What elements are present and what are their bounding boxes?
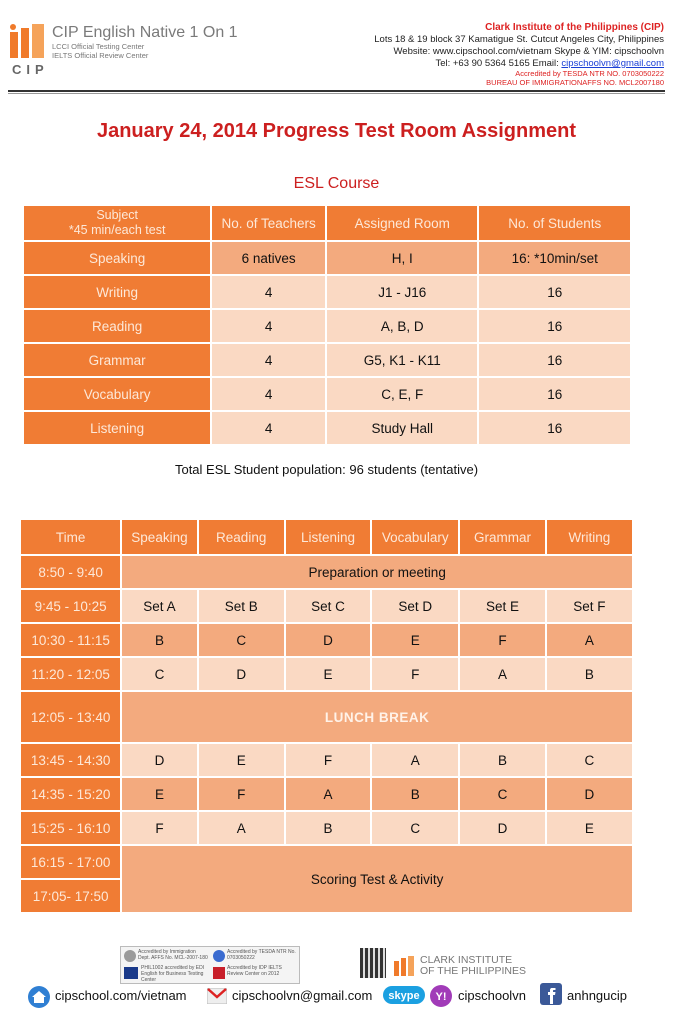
email-link[interactable]: cipschoolvn@gmail.com bbox=[561, 58, 664, 69]
time-cell: 17:05- 17:50 bbox=[21, 880, 120, 912]
room-cell: A, B, D bbox=[327, 310, 477, 342]
room-cell: C, E, F bbox=[327, 378, 477, 410]
set-cell: Set A bbox=[122, 590, 196, 622]
clark-logo-icon bbox=[394, 956, 414, 976]
set-cell: E bbox=[286, 658, 370, 690]
bureau-line: BUREAU OF IMMIGRATIONAFFS NO. MCL2007180 bbox=[486, 78, 664, 87]
subject-cell: Listening bbox=[24, 412, 210, 444]
schedule-row bbox=[21, 590, 632, 622]
header-teachers: No. of Teachers bbox=[212, 206, 325, 240]
set-cell: Set B bbox=[199, 590, 284, 622]
schedule-header-speaking: Speaking bbox=[122, 520, 196, 554]
lunch-break-cell: LUNCH BREAK bbox=[122, 692, 632, 742]
table-row bbox=[24, 310, 630, 342]
svg-text:Y!: Y! bbox=[435, 991, 447, 1003]
set-cell: F bbox=[286, 744, 370, 776]
time-cell: 12:05 - 13:40 bbox=[21, 692, 120, 742]
yahoo-icon bbox=[429, 982, 453, 1008]
schedule-header-grammar: Grammar bbox=[460, 520, 544, 554]
room-cell: J1 - J16 bbox=[327, 276, 477, 308]
header-subject-title: Subject bbox=[96, 208, 139, 222]
teachers-cell: 4 bbox=[212, 310, 325, 342]
subject-cell: Writing bbox=[24, 276, 210, 308]
set-cell: D bbox=[547, 778, 632, 810]
teachers-cell: 6 natives bbox=[212, 242, 325, 274]
lcci-logo-icon bbox=[124, 967, 138, 979]
students-cell: 16 bbox=[479, 310, 630, 342]
skype-icon bbox=[383, 984, 429, 1006]
qr-code-icon bbox=[360, 948, 386, 978]
set-cell: Set D bbox=[372, 590, 458, 622]
schedule-header-vocabulary: Vocabulary bbox=[372, 520, 458, 554]
set-cell: Set F bbox=[547, 590, 632, 622]
header-subject-note: *45 min/each test bbox=[68, 223, 166, 237]
ielts-logo-icon bbox=[213, 967, 225, 979]
set-cell: A bbox=[372, 744, 458, 776]
teachers-cell: 4 bbox=[212, 344, 325, 376]
prep-row bbox=[21, 556, 632, 588]
set-cell: A bbox=[547, 624, 632, 656]
schedule-header-listening: Listening bbox=[286, 520, 370, 554]
footer-skype[interactable]: cipschoolvn bbox=[458, 988, 526, 1003]
set-cell: C bbox=[122, 658, 196, 690]
tel-text: Tel: +63 90 5364 5165 Email: bbox=[435, 58, 562, 69]
time-cell: 14:35 - 15:20 bbox=[21, 778, 120, 810]
accreditation-lcci: PHIL1002 accredited by EDI English for Business Testing Center bbox=[141, 965, 205, 983]
institute-name: Clark Institute of the Philippines (CIP) bbox=[485, 22, 664, 33]
schedule-row bbox=[21, 744, 632, 776]
gmail-icon bbox=[207, 988, 227, 1004]
set-cell: Set C bbox=[286, 590, 370, 622]
table-row bbox=[24, 242, 630, 274]
time-cell: 15:25 - 16:10 bbox=[21, 812, 120, 844]
set-cell: C bbox=[547, 744, 632, 776]
accreditation-badges bbox=[120, 946, 300, 984]
time-cell: 16:15 - 17:00 bbox=[21, 846, 120, 878]
students-cell: 16 bbox=[479, 412, 630, 444]
footer-facebook[interactable]: anhngucip bbox=[567, 988, 627, 1003]
time-cell: 10:30 - 11:15 bbox=[21, 624, 120, 656]
footer-website[interactable]: cipschool.com/vietnam bbox=[55, 988, 187, 1003]
set-cell: D bbox=[460, 812, 544, 844]
esl-table bbox=[22, 204, 632, 446]
students-cell: 16 bbox=[479, 276, 630, 308]
schedule-header-writing: Writing bbox=[547, 520, 632, 554]
set-cell: B bbox=[372, 778, 458, 810]
accreditation-tesda: Accredited by TESDA NTR No. 0703050222 bbox=[227, 949, 296, 961]
set-cell: Set E bbox=[460, 590, 544, 622]
preparation-cell: Preparation or meeting bbox=[122, 556, 632, 588]
subject-cell: Vocabulary bbox=[24, 378, 210, 410]
teachers-cell: 4 bbox=[212, 276, 325, 308]
schedule-row bbox=[21, 778, 632, 810]
clark-line-1: CLARK INSTITUTE bbox=[420, 954, 513, 966]
set-cell: F bbox=[372, 658, 458, 690]
schedule-header-reading: Reading bbox=[199, 520, 284, 554]
footer-email[interactable]: cipschoolvn@gmail.com bbox=[232, 988, 373, 1003]
course-title: ESL Course bbox=[293, 175, 380, 192]
set-cell: B bbox=[460, 744, 544, 776]
time-cell: 13:45 - 14:30 bbox=[21, 744, 120, 776]
scoring-cell: Scoring Test & Activity bbox=[122, 846, 632, 912]
facebook-icon bbox=[540, 983, 562, 1005]
set-cell: E bbox=[199, 744, 284, 776]
set-cell: C bbox=[372, 812, 458, 844]
subject-cell: Reading bbox=[24, 310, 210, 342]
set-cell: B bbox=[122, 624, 196, 656]
set-cell: E bbox=[122, 778, 196, 810]
schedule-row bbox=[21, 624, 632, 656]
set-cell: D bbox=[199, 658, 284, 690]
set-cell: D bbox=[122, 744, 196, 776]
teachers-cell: 4 bbox=[212, 412, 325, 444]
subject-cell: Speaking bbox=[24, 242, 210, 274]
time-cell: 9:45 - 10:25 bbox=[21, 590, 120, 622]
time-cell: 11:20 - 12:05 bbox=[21, 658, 120, 690]
students-cell: 16 bbox=[479, 378, 630, 410]
set-cell: A bbox=[460, 658, 544, 690]
set-cell: B bbox=[286, 812, 370, 844]
header-room: Assigned Room bbox=[327, 206, 477, 240]
lunch-row bbox=[21, 692, 632, 742]
brand-name: CIP English Native 1 On 1 bbox=[52, 24, 238, 41]
clark-line-2: OF THE PHILIPPINES bbox=[420, 965, 526, 977]
set-cell: F bbox=[199, 778, 284, 810]
students-cell: 16 bbox=[479, 344, 630, 376]
tesda-line: Accredited by TESDA NTR NO. 0703050222 bbox=[515, 69, 664, 78]
contact-line bbox=[435, 58, 664, 69]
table-header-row bbox=[24, 206, 630, 240]
header-students: No. of Students bbox=[479, 206, 630, 240]
table-row bbox=[24, 378, 630, 410]
page-title: January 24, 2014 Progress Test Room Assignment bbox=[96, 120, 577, 142]
svg-text:skype: skype bbox=[388, 990, 420, 1002]
scoring-row-1 bbox=[21, 846, 632, 878]
brand-sub-ielts: IELTS Official Review Center bbox=[52, 51, 149, 60]
website-line: Website: www.cipschool.com/vietnam Skype & YIM: cipschoolvn bbox=[393, 46, 664, 57]
header-divider-thin bbox=[8, 93, 665, 94]
set-cell: E bbox=[547, 812, 632, 844]
header-subject bbox=[24, 206, 210, 240]
set-cell: A bbox=[286, 778, 370, 810]
total-population: Total ESL Student population: 96 students (tentative) bbox=[174, 462, 479, 477]
set-cell: A bbox=[199, 812, 284, 844]
home-icon bbox=[27, 985, 51, 1009]
set-cell: F bbox=[122, 812, 196, 844]
set-cell: B bbox=[547, 658, 632, 690]
set-cell: F bbox=[460, 624, 544, 656]
clark-institute-name bbox=[420, 955, 526, 977]
teachers-cell: 4 bbox=[212, 378, 325, 410]
subject-cell: Grammar bbox=[24, 344, 210, 376]
schedule-header-row bbox=[21, 520, 632, 554]
set-cell: C bbox=[460, 778, 544, 810]
room-cell: H, I bbox=[327, 242, 477, 274]
students-cell: 16: *10min/set bbox=[479, 242, 630, 274]
table-row bbox=[24, 276, 630, 308]
room-cell: Study Hall bbox=[327, 412, 477, 444]
set-cell: D bbox=[286, 624, 370, 656]
schedule-row bbox=[21, 812, 632, 844]
address: Lots 18 & 19 block 37 Kamatigue St. Cutcut Angeles City, Philippines bbox=[374, 34, 664, 45]
schedule-table bbox=[19, 518, 634, 914]
table-row bbox=[24, 344, 630, 376]
logo-letters: CIP bbox=[12, 62, 49, 77]
accreditation-immigration: Accredited by Immigration Dept. AFFS No. MCL-2007-180 bbox=[138, 949, 208, 961]
header-divider bbox=[8, 90, 665, 92]
immigration-seal-icon bbox=[124, 950, 136, 962]
brand-sub-lcci: LCCI Official Testing Center bbox=[52, 42, 145, 51]
room-cell: G5, K1 - K11 bbox=[327, 344, 477, 376]
tesda-seal-icon bbox=[213, 950, 225, 962]
cip-logo bbox=[10, 24, 46, 60]
set-cell: C bbox=[199, 624, 284, 656]
schedule-header-time: Time bbox=[21, 520, 120, 554]
accreditation-ielts: Accredited by IDP IELTS Review Center on 2012 bbox=[227, 965, 282, 977]
time-cell: 8:50 - 9:40 bbox=[21, 556, 120, 588]
table-row bbox=[24, 412, 630, 444]
set-cell: E bbox=[372, 624, 458, 656]
schedule-row bbox=[21, 658, 632, 690]
